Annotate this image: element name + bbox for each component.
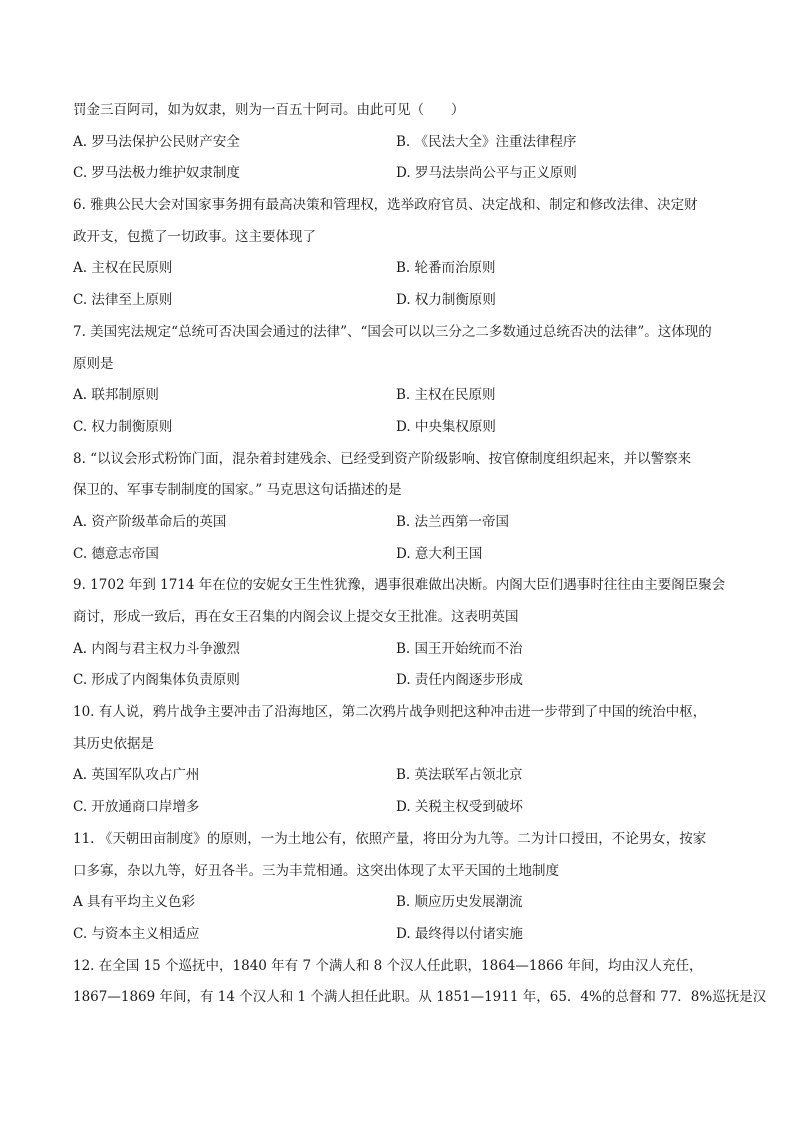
q8-options-row-2 xyxy=(73,544,723,564)
q11-stem-line-2: 口多寡，杂以九等，好丑各半。三为丰荒相通。这突出体现了太平天国的土地制度 xyxy=(73,862,559,879)
q9-stem-line-1: 9. 1702 年到 1714 年在位的安妮女王生性犹豫，遇事很难做出决断。内阁大臣们遇事时往往由主要阁臣聚会 xyxy=(73,577,726,594)
q10-option-b[interactable]: B. 英法联军占领北京 xyxy=(396,767,523,784)
q10-options-row-1 xyxy=(73,765,723,785)
q10-option-c[interactable]: C. 开放通商口岸增多 xyxy=(73,799,200,816)
q7-stem-line-2: 原则是 xyxy=(73,355,114,372)
q10-option-d[interactable]: D. 关税主权受到破坏 xyxy=(396,799,523,816)
q8-option-d[interactable]: D. 意大利王国 xyxy=(396,545,483,562)
q7-option-b[interactable]: B. 主权在民原则 xyxy=(396,387,496,404)
q5-option-a[interactable]: A. 罗马法保护公民财产安全 xyxy=(73,133,240,150)
q8-stem-line-2: 保卫的、军事专制制度的国家。” 马克思这句话描述的是 xyxy=(73,482,402,499)
q6-stem-line-1: 6. 雅典公民大会对国家事务拥有最高决策和管理权，选举政府官员、决定战和、制定和修改法律、决定财 xyxy=(73,197,698,214)
q7-option-d[interactable]: D. 中央集权原则 xyxy=(396,418,496,435)
q11-stem-line-1: 11. 《天朝田亩制度》的原则，一为土地公有，依照产量，将田分为九等。二为计口授田，不论男女，按家 xyxy=(73,830,707,847)
q9-option-b[interactable]: B. 国王开始统而不治 xyxy=(396,640,523,657)
q8-option-c[interactable]: C. 德意志帝国 xyxy=(73,545,159,562)
q11-options-row-2 xyxy=(73,924,723,944)
q10-stem-line-1: 10. 有人说，鸦片战争主要冲击了沿海地区，第二次鸦片战争则把这种冲击进一步带到了中国的统治中枢， xyxy=(73,704,707,721)
q9-options-row-1 xyxy=(73,639,723,659)
q7-option-c[interactable]: C. 权力制衡原则 xyxy=(73,418,173,435)
q6-option-c[interactable]: C. 法律至上原则 xyxy=(73,292,173,309)
q10-option-a[interactable]: A. 英国军队攻占广州 xyxy=(73,767,200,784)
q7-stem-line-1: 7. 美国宪法规定“总统可否决国会通过的法律”、“国会可以以三分之二多数通过总统否决的法律”。这体现的 xyxy=(73,323,712,340)
q9-options-row-2 xyxy=(73,670,723,690)
q5-stem-tail: 罚金三百阿司，如为奴隶，则为一百五十阿司。由此可见（ ） xyxy=(73,102,465,118)
q5-option-b[interactable]: B. 《民法大全》注重法律程序 xyxy=(396,133,577,150)
q11-option-b[interactable]: B. 顺应历史发展潮流 xyxy=(396,894,523,911)
q6-options-row-2 xyxy=(73,290,723,310)
q12-stem-line-2: 1867—1869 年间，有 14 个汉人和 1 个满人担任此职。从 1851—1911 年，65．4%的总督和 77．8%巡抚是汉 xyxy=(73,989,767,1006)
q5-options-row-2 xyxy=(73,163,723,183)
q8-options-row-1 xyxy=(73,512,723,532)
q9-option-d[interactable]: D. 责任内阁逐步形成 xyxy=(396,672,523,689)
q12-stem-line-1: 12. 在全国 15 个巡抚中，1840 年有 7 个满人和 8 个汉人任此职，1864—1866 年间，均由汉人充任， xyxy=(73,957,703,974)
q7-option-a[interactable]: A. 联邦制原则 xyxy=(73,387,159,404)
q11-option-a[interactable]: A 具有平均主义色彩 xyxy=(73,894,196,911)
q10-options-row-2 xyxy=(73,797,723,817)
q6-option-b[interactable]: B. 轮番而治原则 xyxy=(396,260,496,277)
q8-option-b[interactable]: B. 法兰西第一帝国 xyxy=(396,513,510,530)
q7-options-row-1 xyxy=(73,385,723,405)
q5-options-row-1 xyxy=(73,132,723,152)
q11-option-d[interactable]: D. 最终得以付诸实施 xyxy=(396,925,523,942)
q8-option-a[interactable]: A. 资产阶级革命后的英国 xyxy=(73,513,227,530)
exam-page xyxy=(73,100,767,1007)
q9-stem-line-2: 商讨，形成一致后，再在女王召集的内阁会议上提交女王批准。这表明英国 xyxy=(73,609,519,625)
q10-stem-line-2: 其历史依据是 xyxy=(73,735,154,752)
q6-option-d[interactable]: D. 权力制衡原则 xyxy=(396,292,496,309)
q11-options-row-1 xyxy=(73,892,723,912)
q8-stem-line-1: 8. “以议会形式粉饰门面，混杂着封建残余、已经受到资产阶级影响、按官僚制度组织起来，并以警察来 xyxy=(73,450,692,467)
q9-option-c[interactable]: C. 形成了内阁集体负责原则 xyxy=(73,672,240,689)
q5-option-c[interactable]: C. 罗马法极力维护奴隶制度 xyxy=(73,165,240,182)
q6-stem-line-2: 政开支，包揽了一切政事。这主要体现了 xyxy=(73,228,316,245)
q6-options-row-1 xyxy=(73,258,723,278)
q9-option-a[interactable]: A. 内阁与君主权力斗争激烈 xyxy=(73,640,240,657)
q5-option-d[interactable]: D. 罗马法崇尚公平与正义原则 xyxy=(396,165,577,182)
q7-options-row-2 xyxy=(73,417,723,437)
q6-option-a[interactable]: A. 主权在民原则 xyxy=(73,260,173,277)
q11-option-c[interactable]: C. 与资本主义相适应 xyxy=(73,925,200,942)
